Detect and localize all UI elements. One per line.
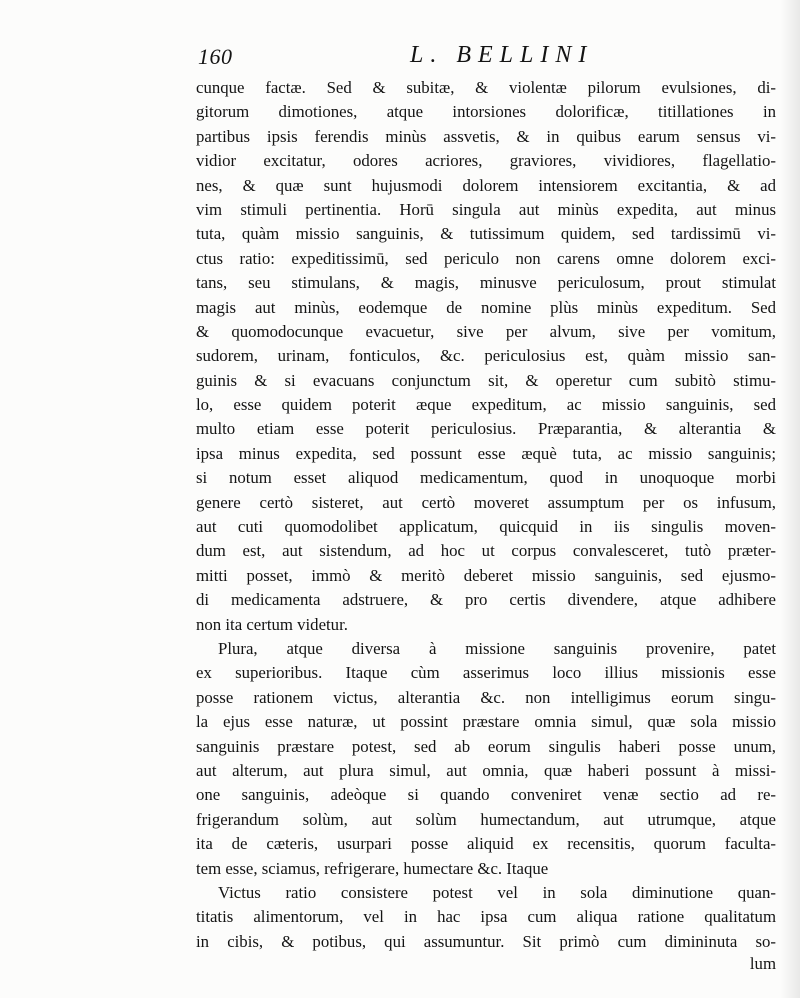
text-line: sanguinis præstare potest, sed ab eorum singulis haberi posse unum,: [196, 736, 776, 756]
text-line: si notum esset aliquod medicamentum, quod in unoquoque morbi: [196, 468, 776, 488]
text-line: ipsa minus expedita, sed possunt esse æquè tuta, ac missio sanguinis;: [196, 443, 776, 463]
text-line: tans, seu stimulans, & magis, minusve periculosum, prout stimulat: [196, 273, 776, 293]
text-line: partibus ipsis ferendis minùs assvetis, & in quibus earum sensus vi-: [196, 126, 776, 146]
text-line: tem esse, sciamus, refrigerare, humectare &c. Itaque: [196, 858, 549, 878]
page-edge-shadow: [780, 0, 800, 998]
text-line: magis aut minùs, eodemque de nomine plùs minùs expeditum. Sed: [196, 297, 776, 317]
text-line: non ita certum videtur.: [196, 614, 348, 634]
text-line: in cibis, & potibus, qui assumuntur. Sit primò cum dimininuta so-: [196, 931, 776, 951]
catchword-row: [196, 952, 776, 978]
text-line: genere certò sisteret, aut certò moveret assumptum per os infusum,: [196, 492, 776, 512]
text-line: di medicamenta adstruere, & pro certis divendere, atque adhibere: [196, 590, 776, 610]
text-line: dum est, aut sistendum, ad hoc ut corpus convalesceret, tutò præter-: [196, 541, 776, 561]
text-line: multo etiam esse poterit periculosius. Præparantia, & alterantia &: [196, 419, 776, 439]
text-line: la ejus esse naturæ, ut possint præstare omnia simul, quæ sola missio: [196, 712, 776, 732]
text-line: cunque factæ. Sed & subitæ, & violentæ pilorum evulsiones, di-: [196, 78, 776, 97]
text-line: aut cuti quomodolibet applicatum, quicquid in iis singulis moven-: [196, 517, 776, 537]
text-line: mitti posset, immò & meritò deberet missio sanguinis, sed ejusmo-: [196, 565, 776, 585]
running-head: L. BELLINI: [410, 42, 594, 68]
text-line: ex superioribus. Itaque cùm asserimus loco illius missionis esse: [196, 663, 776, 683]
paragraph-start-line: Plura, atque diversa à missione sanguinis provenire, patet: [218, 638, 776, 658]
text-line: posse rationem victus, alterantia &c. non intelligimus eorum singu-: [196, 687, 776, 707]
text-line: ita de cæteris, usurpari posse aliquid ex recensitis, quorum faculta-: [196, 834, 776, 854]
text-line: nes, & quæ sunt hujusmodi dolorem intensiorem excitantia, & ad: [196, 175, 776, 195]
text-line: aut alterum, aut plura simul, aut omnia, quæ haberi possunt à missi-: [196, 760, 776, 780]
text-line: lo, esse quidem poterit æque expeditum, ac missio sanguinis, sed: [196, 395, 776, 415]
text-line: gitorum dimotiones, atque intorsiones dolorificæ, titillationes in: [196, 102, 776, 122]
text-line: titatis alimentorum, vel in hac ipsa cum aliqua ratione qualitatum: [196, 907, 776, 927]
text-line: & quomodocunque evacuetur, sive per alvum, sive per vomitum,: [196, 321, 776, 341]
text-line: vidior excitatur, odores acriores, graviores, vividiores, flagellatio-: [196, 151, 776, 171]
page-header: [198, 42, 778, 76]
text-line: sudorem, urinam, fonticulos, &c. periculosius est, quàm missio san-: [196, 346, 776, 366]
page-number: 160: [198, 44, 233, 69]
text-line: frigerandum solùm, aut solùm humectandum, aut utrumque, atque: [196, 809, 776, 829]
body-text: [196, 76, 776, 954]
text-line: tuta, quàm missio sanguinis, & tutissimum quidem, sed tardissimū vi-: [196, 224, 776, 244]
catchword: lum: [749, 954, 776, 973]
text-line: vim stimuli pertinentia. Horū singula aut minùs expedita, aut minus: [196, 199, 776, 219]
text-line: one sanguinis, adeòque si quando conveniret venæ sectio ad re-: [196, 785, 776, 805]
text-line: ctus ratio: expeditissimū, sed periculo non carens omne dolorem exci-: [196, 248, 776, 268]
text-line: guinis & si evacuans conjunctum sit, & operetur cum subitò stimu-: [196, 370, 776, 390]
paragraph-start-line: Victus ratio consistere potest vel in sola diminutione quan-: [218, 882, 776, 902]
